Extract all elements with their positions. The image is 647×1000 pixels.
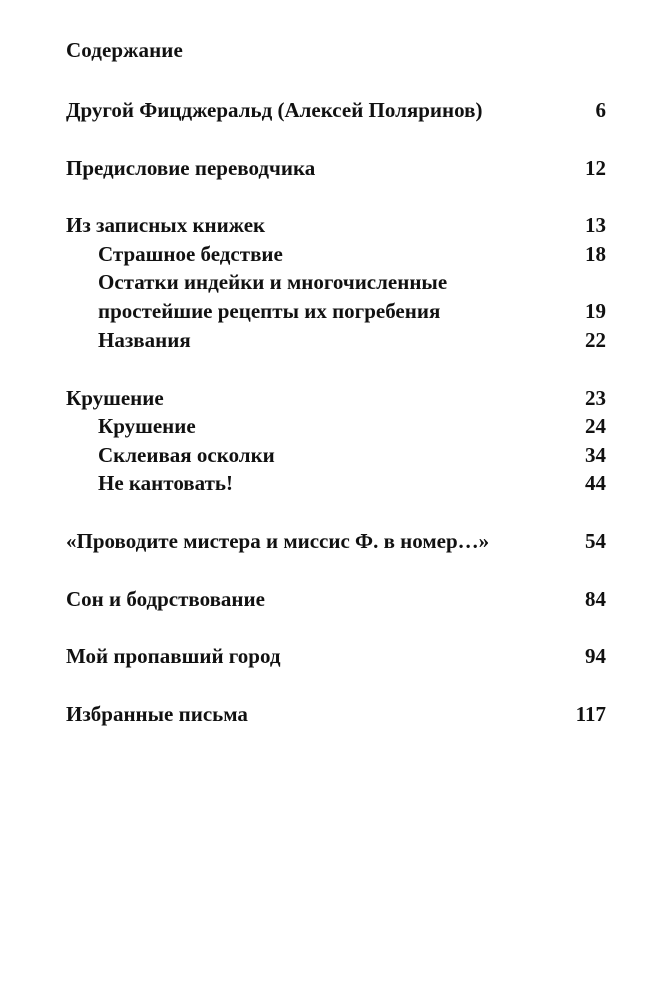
toc-entry-crack-up-section [66, 384, 606, 412]
toc-entry-page: 24 [585, 414, 606, 438]
toc-entry-crack-up [98, 412, 606, 440]
toc-entry-title: Крушение [98, 414, 196, 438]
toc-entry-page: 22 [585, 328, 606, 352]
toc-entry-title: Другой Фицджеральд (Алексей Поляринов) [66, 98, 483, 122]
toc-entry-notebooks [66, 211, 606, 239]
toc-entry-my-lost-city [66, 642, 606, 670]
toc-entry-page: 34 [585, 443, 606, 467]
toc-entry-page: 84 [585, 587, 606, 611]
toc-entry-title: Остатки индейки и многочисленные [98, 270, 448, 294]
toc-entry-selected-letters [66, 700, 606, 728]
toc-entry-page: 13 [585, 213, 606, 237]
toc-entry-title: Мой пропавший город [66, 644, 281, 668]
toc-entry-title: Страшное бедствие [98, 242, 283, 266]
toc-entry-title: Склеивая осколки [98, 443, 275, 467]
toc-entry-title: «Проводите мистера и миссис Ф. в номер…» [66, 529, 490, 553]
toc-entry-show-mr-and-mrs-f [66, 527, 606, 555]
toc-entry-title: Сон и бодрствование [66, 587, 265, 611]
toc-entry-title: Не кантовать! [98, 471, 234, 495]
toc-entry-title: Предисловие переводчика [66, 156, 316, 180]
toc-entry-page: 19 [585, 299, 606, 323]
toc-entry-turkey-remains-line2 [98, 297, 606, 325]
toc-entry-pasting-it-together [98, 441, 606, 469]
toc-entry-translator-preface [66, 154, 606, 182]
toc-entry-page: 94 [585, 644, 606, 668]
toc-entry-page: 12 [585, 156, 606, 180]
toc-entry-title: Из записных книжек [66, 213, 266, 237]
toc-entry-turkey-remains-line1 [98, 268, 606, 296]
toc-entry-titles [98, 326, 606, 354]
toc-entry-title: простейшие рецепты их погребения [98, 299, 441, 323]
toc-heading: Содержание [66, 38, 183, 62]
toc-entry-page: 54 [585, 529, 606, 553]
toc-entry-handle-with-care [98, 469, 606, 497]
toc-entry-page: 23 [585, 386, 606, 410]
toc-entry-title: Крушение [66, 386, 164, 410]
toc-entry-title: Избранные письма [66, 702, 248, 726]
toc-entry-page: 117 [575, 702, 606, 726]
toc-entry-other-fitzgerald [66, 96, 606, 124]
toc-entry-terrible-disaster [98, 240, 606, 268]
toc-entry-sleeping-and-waking [66, 585, 606, 613]
toc-entry-page: 6 [595, 98, 606, 122]
toc-entry-title: Названия [98, 328, 191, 352]
toc-entry-page: 18 [585, 242, 606, 266]
toc-entry-page: 44 [585, 471, 606, 495]
